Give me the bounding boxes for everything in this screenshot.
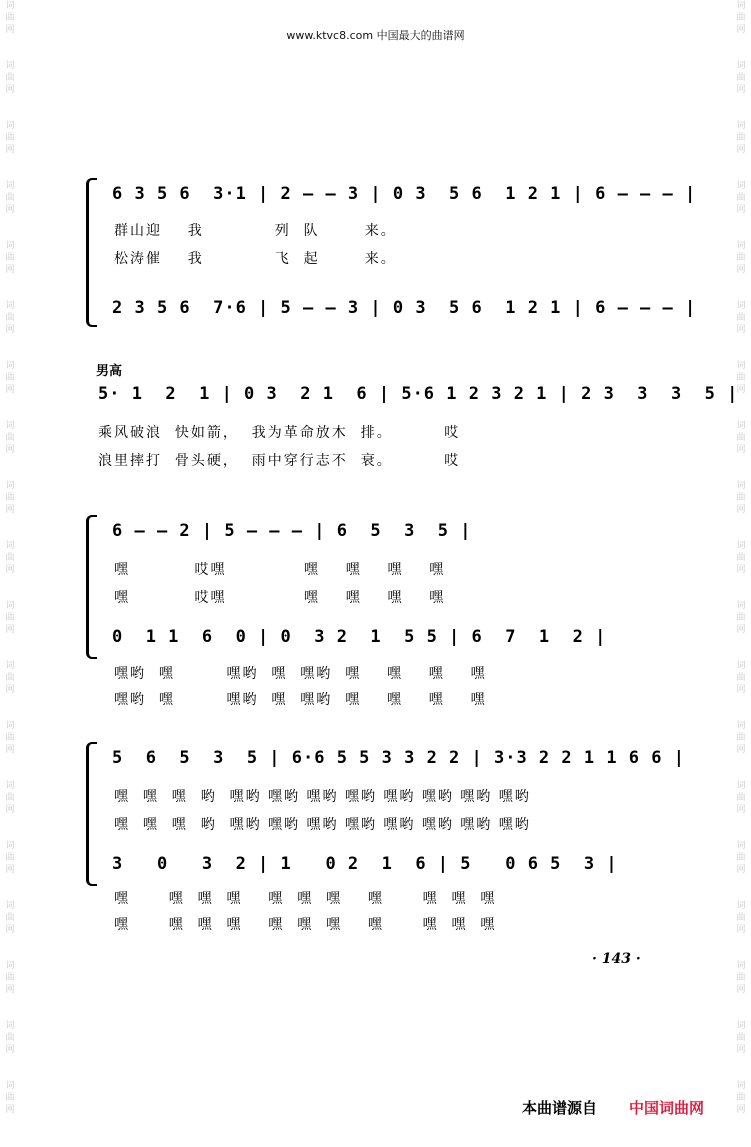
system-brace xyxy=(86,515,97,659)
watermark-glyph: 曲 xyxy=(736,373,746,383)
watermark-glyph: 曲 xyxy=(5,793,15,803)
watermark-glyph: 词 xyxy=(5,1081,15,1091)
watermark-glyph: 词 xyxy=(736,661,746,671)
watermark-glyph: 词 xyxy=(736,841,746,851)
watermark-glyph: 词 xyxy=(5,1,15,11)
watermark-glyph: 词 xyxy=(736,541,746,551)
watermark-glyph: 网 xyxy=(5,745,15,755)
watermark-left xyxy=(2,0,18,1147)
lyric-upper-verse-2: 嘿 嘿 嘿 哟 嘿哟 嘿哟 嘿哟 嘿哟 嘿哟 嘿哟 嘿哟 嘿哟 xyxy=(114,817,531,833)
watermark-glyph: 网 xyxy=(5,505,15,515)
watermark-glyph: 词 xyxy=(736,61,746,71)
watermark-glyph: 词 xyxy=(5,781,15,791)
watermark-glyph: 网 xyxy=(5,805,15,815)
watermark-glyph: 词 xyxy=(736,481,746,491)
watermark-glyph: 曲 xyxy=(5,433,15,443)
watermark-glyph: 曲 xyxy=(5,493,15,503)
footer-site-link[interactable]: 中国词曲网 xyxy=(629,1099,705,1117)
watermark-glyph: 词 xyxy=(736,601,746,611)
watermark-glyph: 词 xyxy=(736,781,746,791)
watermark-glyph: 曲 xyxy=(5,1033,15,1043)
watermark-glyph: 曲 xyxy=(736,133,746,143)
watermark-glyph: 网 xyxy=(736,805,746,815)
watermark-glyph: 曲 xyxy=(736,673,746,683)
watermark-glyph: 词 xyxy=(5,661,15,671)
watermark-glyph: 词 xyxy=(5,541,15,551)
watermark-glyph: 词 xyxy=(5,481,15,491)
watermark-glyph: 网 xyxy=(736,985,746,995)
watermark-glyph: 网 xyxy=(5,985,15,995)
watermark-glyph: 词 xyxy=(5,361,15,371)
watermark-glyph: 词 xyxy=(5,601,15,611)
watermark-glyph: 网 xyxy=(736,685,746,695)
watermark-glyph: 曲 xyxy=(736,73,746,83)
watermark-glyph: 曲 xyxy=(736,913,746,923)
watermark-glyph: 词 xyxy=(5,421,15,431)
watermark-glyph: 词 xyxy=(736,901,746,911)
watermark-glyph: 曲 xyxy=(5,1093,15,1103)
lyric-lower-verse-1: 嘿 嘿 嘿 嘿 嘿 嘿 嘿 嘿 嘿 嘿 嘿 xyxy=(114,891,497,907)
watermark-glyph: 曲 xyxy=(736,853,746,863)
watermark-glyph: 曲 xyxy=(736,13,746,23)
watermark-glyph: 曲 xyxy=(736,793,746,803)
watermark-glyph: 曲 xyxy=(736,193,746,203)
lyric-verse-2: 松涛催 我 飞 起 来。 xyxy=(114,251,397,267)
watermark-glyph: 曲 xyxy=(736,613,746,623)
watermark-glyph: 网 xyxy=(5,445,15,455)
watermark-glyph: 网 xyxy=(736,925,746,935)
watermark-glyph: 网 xyxy=(736,25,746,35)
lyric-upper-verse-1: 嘿 哎嘿 嘿 嘿 嘿 嘿 xyxy=(114,562,446,578)
watermark-glyph: 曲 xyxy=(736,1033,746,1043)
watermark-glyph: 词 xyxy=(736,421,746,431)
lyric-lower-verse-1: 嘿哟 嘿 嘿哟 嘿 嘿哟 嘿 嘿 嘿 嘿 xyxy=(114,666,487,682)
watermark-glyph: 词 xyxy=(5,961,15,971)
watermark-glyph: 网 xyxy=(736,1045,746,1055)
watermark-glyph: 曲 xyxy=(5,13,15,23)
watermark-glyph: 曲 xyxy=(736,313,746,323)
watermark-glyph: 曲 xyxy=(736,493,746,503)
watermark-glyph: 词 xyxy=(736,721,746,731)
watermark-glyph: 网 xyxy=(736,865,746,875)
watermark-glyph: 词 xyxy=(5,241,15,251)
watermark-glyph: 网 xyxy=(736,265,746,275)
watermark-glyph: 曲 xyxy=(736,733,746,743)
watermark-glyph: 词 xyxy=(5,901,15,911)
watermark-glyph: 网 xyxy=(5,325,15,335)
watermark-glyph: 网 xyxy=(736,565,746,575)
watermark-glyph: 网 xyxy=(736,385,746,395)
watermark-glyph: 词 xyxy=(5,721,15,731)
lyric-verse-2: 浪里摔打 骨头硬， 雨中穿行志不 衰。 哎 xyxy=(98,453,461,469)
watermark-glyph: 网 xyxy=(5,25,15,35)
watermark-glyph: 曲 xyxy=(5,973,15,983)
watermark-glyph: 曲 xyxy=(736,1093,746,1103)
watermark-glyph: 网 xyxy=(5,205,15,215)
watermark-glyph: 词 xyxy=(736,1,746,11)
watermark-glyph: 词 xyxy=(736,1081,746,1091)
watermark-glyph: 词 xyxy=(736,301,746,311)
score-system-1 xyxy=(92,178,697,328)
watermark-glyph: 曲 xyxy=(5,733,15,743)
watermark-glyph: 曲 xyxy=(5,253,15,263)
lyric-upper-verse-1: 嘿 嘿 嘿 哟 嘿哟 嘿哟 嘿哟 嘿哟 嘿哟 嘿哟 嘿哟 嘿哟 xyxy=(114,789,531,805)
notes-lower: 0 1 1 6 0 | 0 3 2 1 5 5 | 6 7 1 2 | xyxy=(112,627,607,647)
watermark-glyph: 网 xyxy=(5,625,15,635)
watermark-glyph: 网 xyxy=(5,145,15,155)
watermark-glyph: 词 xyxy=(736,961,746,971)
watermark-glyph: 词 xyxy=(5,61,15,71)
watermark-glyph: 曲 xyxy=(736,433,746,443)
watermark-glyph: 网 xyxy=(736,625,746,635)
watermark-glyph: 网 xyxy=(5,925,15,935)
watermark-glyph: 网 xyxy=(5,265,15,275)
notes-upper: 6 — — 2 | 5 — — — | 6 5 3 5 | xyxy=(112,521,472,541)
watermark-glyph: 曲 xyxy=(5,673,15,683)
watermark-glyph: 词 xyxy=(736,121,746,131)
notes-upper: 5 6 5 3 5 | 6·6 5 5 3 3 2 2 | 3·3 2 2 1 1 6 6 | xyxy=(112,748,685,768)
notes-lower: 3 0 3 2 | 1 0 2 1 6 | 5 0 6 5 3 | xyxy=(112,854,618,874)
footer-source-label: 本曲谱源自 xyxy=(522,1099,598,1117)
system-brace xyxy=(86,178,97,327)
system-brace xyxy=(86,742,97,886)
watermark-glyph: 曲 xyxy=(5,313,15,323)
watermark-right xyxy=(733,0,749,1147)
watermark-glyph: 词 xyxy=(736,1021,746,1031)
watermark-glyph: 曲 xyxy=(5,613,15,623)
watermark-glyph: 曲 xyxy=(736,253,746,263)
notes-upper: 6 3 5 6 3·1 | 2 — — 3 | 0 3 5 6 1 2 1 | 6 — — — | xyxy=(112,184,697,204)
watermark-glyph: 曲 xyxy=(5,73,15,83)
watermark-glyph: 网 xyxy=(5,1045,15,1055)
watermark-glyph: 网 xyxy=(736,145,746,155)
watermark-glyph: 网 xyxy=(5,865,15,875)
watermark-glyph: 网 xyxy=(736,1105,746,1115)
watermark-glyph: 词 xyxy=(5,301,15,311)
watermark-glyph: 网 xyxy=(736,85,746,95)
watermark-glyph: 网 xyxy=(5,685,15,695)
watermark-glyph: 词 xyxy=(736,361,746,371)
watermark-glyph: 网 xyxy=(736,445,746,455)
page-header: www.ktvc8.com 中国最大的曲谱网 xyxy=(286,29,465,42)
watermark-glyph: 曲 xyxy=(736,553,746,563)
watermark-glyph: 网 xyxy=(5,85,15,95)
watermark-glyph: 词 xyxy=(736,181,746,191)
lyric-verse-1: 群山迎 我 列 队 来。 xyxy=(114,223,397,239)
watermark-glyph: 网 xyxy=(5,565,15,575)
score-system-3 xyxy=(92,515,672,708)
watermark-glyph: 词 xyxy=(5,181,15,191)
lyric-lower-verse-2: 嘿哟 嘿 嘿哟 嘿 嘿哟 嘿 嘿 嘿 嘿 xyxy=(114,692,487,708)
watermark-glyph: 词 xyxy=(5,121,15,131)
watermark-glyph: 曲 xyxy=(5,133,15,143)
score-system-2 xyxy=(92,360,739,470)
watermark-glyph: 曲 xyxy=(736,973,746,983)
watermark-glyph: 曲 xyxy=(5,913,15,923)
watermark-glyph: 词 xyxy=(5,1021,15,1031)
watermark-glyph: 曲 xyxy=(5,553,15,563)
watermark-glyph: 网 xyxy=(736,205,746,215)
watermark-glyph: 网 xyxy=(736,505,746,515)
notes-upper: 5· 1 2 1 | 0 3 2 1 6 | 5·6 1 2 3 2 1 | 2 3 3 3 5 | xyxy=(98,384,739,404)
lyric-verse-1: 乘风破浪 快如箭， 我为革命放木 排。 哎 xyxy=(98,425,461,441)
lyric-upper-verse-2: 嘿 哎嘿 嘿 嘿 嘿 嘿 xyxy=(114,590,446,606)
watermark-glyph: 曲 xyxy=(5,853,15,863)
lyric-lower-verse-2: 嘿 嘿 嘿 嘿 嘿 嘿 嘿 嘿 嘿 嘿 嘿 xyxy=(114,917,497,933)
score-system-4 xyxy=(92,742,685,942)
page-number: · 143 · xyxy=(592,951,641,967)
watermark-glyph: 词 xyxy=(5,841,15,851)
part-label: 男高 xyxy=(96,364,123,379)
watermark-glyph: 曲 xyxy=(5,373,15,383)
watermark-glyph: 网 xyxy=(5,385,15,395)
watermark-glyph: 曲 xyxy=(5,193,15,203)
watermark-glyph: 词 xyxy=(736,241,746,251)
notes-lower: 2 3 5 6 7·6 | 5 — — 3 | 0 3 5 6 1 2 1 | 6 — — — | xyxy=(112,298,697,318)
watermark-glyph: 网 xyxy=(736,745,746,755)
watermark-glyph: 网 xyxy=(736,325,746,335)
watermark-glyph: 网 xyxy=(5,1105,15,1115)
